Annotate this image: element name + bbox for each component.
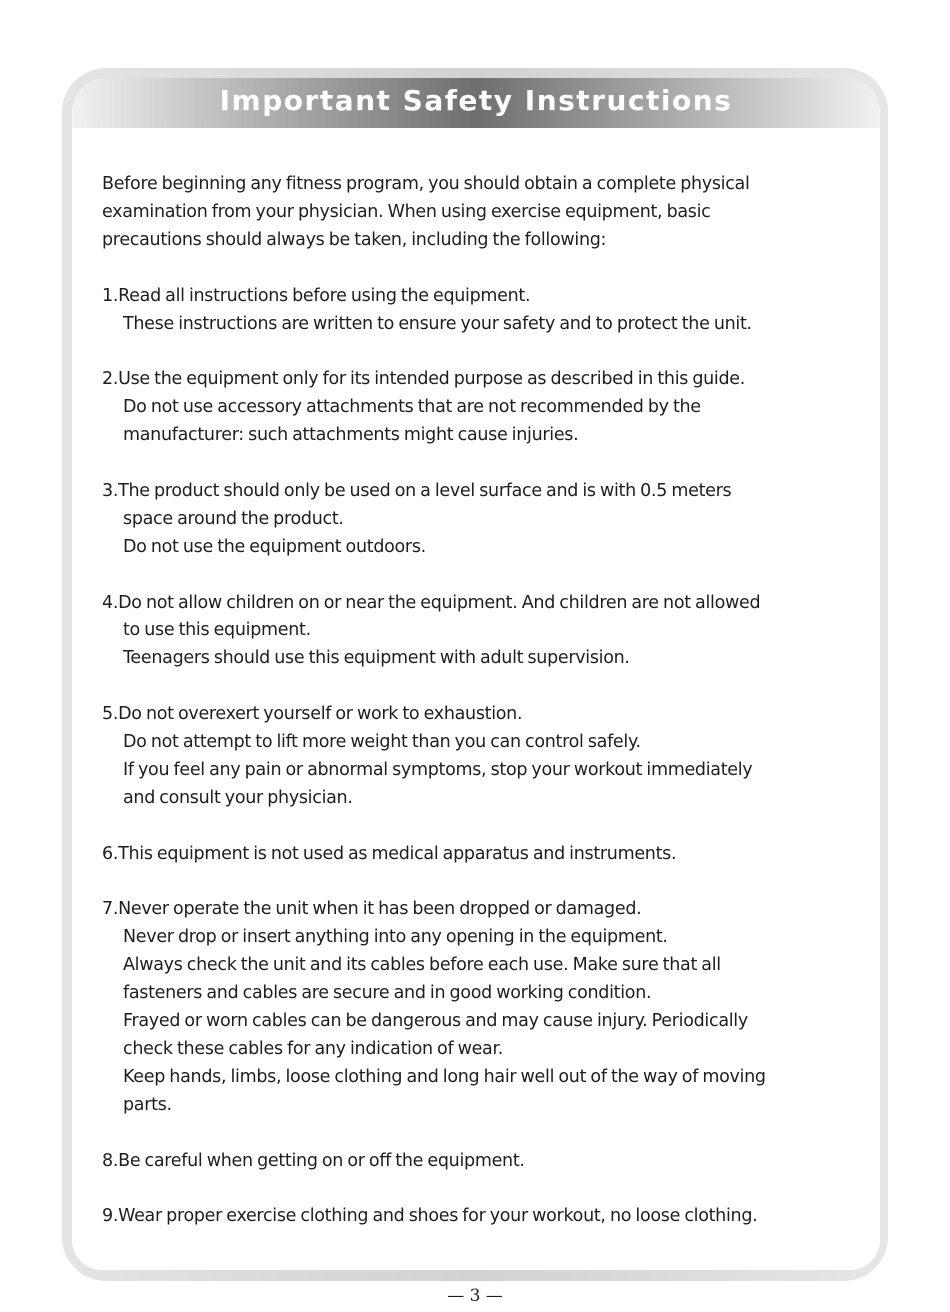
instruction-text: Never operate the unit when it has been dropped or damaged. [118, 899, 642, 920]
instruction-item [102, 701, 862, 813]
instruction-item-line [102, 924, 862, 952]
page-title: Important Safety Instructions [219, 84, 733, 117]
instruction-text: Do not allow children on or near the equipment. And children are not allowed [118, 592, 761, 613]
instruction-number: 3. [102, 480, 119, 501]
intro-line: examination from your physician. When using exercise equipment, basic [102, 201, 711, 222]
instruction-item-line [102, 757, 862, 785]
instruction-number: 9. [102, 1206, 119, 1227]
instruction-number: 1. [102, 285, 119, 306]
instruction-item-line [102, 785, 862, 813]
instruction-text: Wear proper exercise clothing and shoes for your workout, no loose clothing. [118, 1206, 758, 1227]
instruction-text: Frayed or worn cables can be dangerous and may cause injury. Periodically [123, 1011, 748, 1032]
instructions-body [102, 171, 862, 1231]
instruction-list [102, 283, 862, 1232]
instruction-number: 6. [102, 843, 119, 864]
instruction-number: 4. [102, 592, 119, 613]
instruction-item [102, 366, 862, 450]
instruction-item-first-line [102, 701, 862, 729]
instruction-text: The product should only be used on a level surface and is with 0.5 meters [118, 480, 732, 501]
instruction-item-line [102, 534, 862, 562]
instruction-item [102, 896, 862, 1119]
instruction-item-line [102, 980, 862, 1008]
instruction-item-first-line [102, 896, 862, 924]
intro-line: precautions should always be taken, including the following: [102, 229, 607, 250]
instruction-text: space around the product. [123, 508, 344, 529]
instruction-text: Do not attempt to lift more weight than you can control safely. [123, 732, 641, 753]
instruction-text: These instructions are written to ensure your safety and to protect the unit. [123, 313, 752, 334]
instruction-text: check these cables for any indication of wear. [123, 1038, 504, 1059]
intro-line: Before beginning any fitness program, you should obtain a complete physical [102, 174, 750, 194]
instruction-item-line [102, 1036, 862, 1064]
instruction-number: 2. [102, 369, 119, 390]
instruction-text: Do not overexert yourself or work to exhaustion. [118, 704, 523, 725]
instruction-item-first-line [102, 1148, 862, 1176]
instruction-item [102, 590, 862, 674]
instruction-number: 7. [102, 899, 119, 920]
instruction-item [102, 1148, 862, 1176]
instruction-text: Read all instructions before using the equipment. [118, 285, 531, 306]
instruction-number: 8. [102, 1150, 119, 1171]
instruction-item [102, 283, 862, 339]
instruction-item [102, 841, 862, 869]
instruction-text: Use the equipment only for its intended purpose as described in this guide. [118, 369, 746, 390]
instruction-item-line [102, 1008, 862, 1036]
instruction-text: Teenagers should use this equipment with adult supervision. [123, 648, 630, 669]
instruction-text: and consult your physician. [123, 787, 353, 808]
instruction-text: parts. [123, 1094, 172, 1115]
instruction-text: to use this equipment. [123, 620, 311, 641]
instruction-item-line [102, 394, 862, 422]
instruction-item-line [102, 422, 862, 450]
instruction-item-first-line [102, 590, 862, 618]
instruction-item [102, 478, 862, 562]
instruction-item-first-line [102, 841, 862, 869]
instruction-item-line [102, 311, 862, 339]
intro-paragraph [102, 171, 862, 255]
instruction-number: 5. [102, 704, 119, 725]
instruction-text: Do not use the equipment outdoors. [123, 536, 426, 557]
instruction-item-first-line [102, 283, 862, 311]
instruction-text: If you feel any pain or abnormal symptoms, stop your workout immediately [123, 759, 753, 780]
instruction-item-first-line [102, 366, 862, 394]
page-number: — 3 — [447, 1286, 503, 1306]
instruction-item-line [102, 1092, 862, 1120]
instruction-text: Be careful when getting on or off the equipment. [118, 1150, 525, 1171]
instruction-text: Keep hands, limbs, loose clothing and long hair well out of the way of moving [123, 1066, 766, 1087]
instruction-text: Never drop or insert anything into any opening in the equipment. [123, 927, 668, 948]
instruction-item-line [102, 1064, 862, 1092]
instruction-item-line [102, 729, 862, 757]
instruction-item-line [102, 617, 862, 645]
instruction-item [102, 1203, 862, 1231]
instruction-item-first-line [102, 478, 862, 506]
instruction-text: manufacturer: such attachments might cause injuries. [123, 425, 579, 446]
instruction-item-line [102, 506, 862, 534]
instruction-item-first-line [102, 1203, 862, 1231]
instruction-item-line [102, 645, 862, 673]
instruction-text: fasteners and cables are secure and in good working condition. [123, 983, 652, 1004]
instruction-item-line [102, 952, 862, 980]
instruction-text: Always check the unit and its cables before each use. Make sure that all [123, 955, 721, 976]
instruction-text: Do not use accessory attachments that are not recommended by the [123, 397, 701, 418]
instruction-text: This equipment is not used as medical apparatus and instruments. [118, 843, 677, 864]
